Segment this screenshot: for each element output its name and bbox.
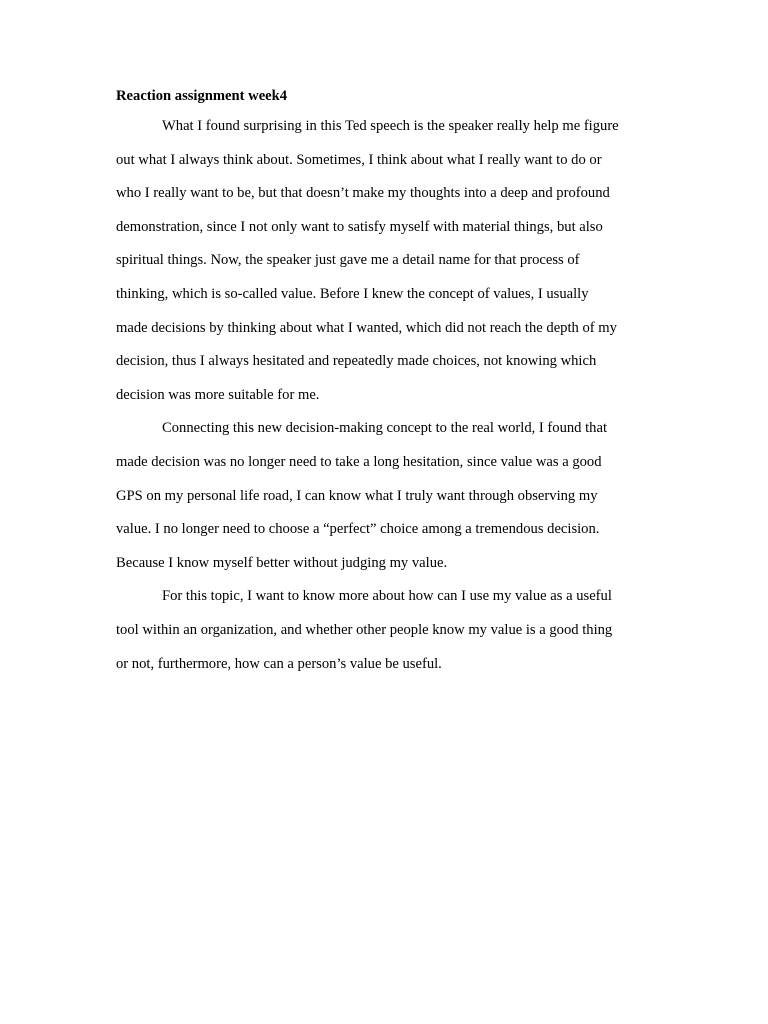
paragraph-line: or not, furthermore, how can a person’s value be useful. [116,655,442,672]
paragraph-line: made decision was no longer need to take a long hesitation, since value was a good [116,453,602,470]
paragraph-line: Because I know myself better without judging my value. [116,554,448,571]
paragraph-line: tool within an organization, and whether other people know my value is a good thing [116,621,613,638]
paragraph-line: decision was more suitable for me. [116,386,320,403]
paragraph-line: spiritual things. Now, the speaker just gave me a detail name for that process of [116,252,580,269]
paragraph-line: GPS on my personal life road, I can know what I truly want through observing my [116,487,598,504]
paragraph-line: decision, thus I always hesitated and repeatedly made choices, not knowing which [116,353,597,370]
paragraph-line: who I really want to be, but that doesn’t make my thoughts into a deep and profound [116,185,610,202]
paragraph-line: For this topic, I want to know more about how can I use my value as a useful [162,588,612,605]
paragraph-2 [116,412,656,580]
paragraph-3 [116,580,656,681]
paragraph-line: Connecting this new decision-making concept to the real world, I found that [162,420,607,437]
document-body [116,86,656,681]
paragraph-line: What I found surprising in this Ted speech is the speaker really help me figure [162,118,619,134]
paragraph-line: made decisions by thinking about what I wanted, which did not reach the depth of my [116,319,617,336]
paragraph-line: out what I always think about. Sometimes, I think about what I really want to do or [116,151,602,168]
paragraph-line: value. I no longer need to choose a “perfect” choice among a tremendous decision. [116,521,600,538]
paragraph-line: demonstration, since I not only want to satisfy myself with material things, but also [116,218,603,235]
document-title: Reaction assignment week4 [116,88,288,104]
paragraph-line: thinking, which is so-called value. Before I knew the concept of values, I usually [116,285,589,302]
paragraph-1 [116,110,656,412]
